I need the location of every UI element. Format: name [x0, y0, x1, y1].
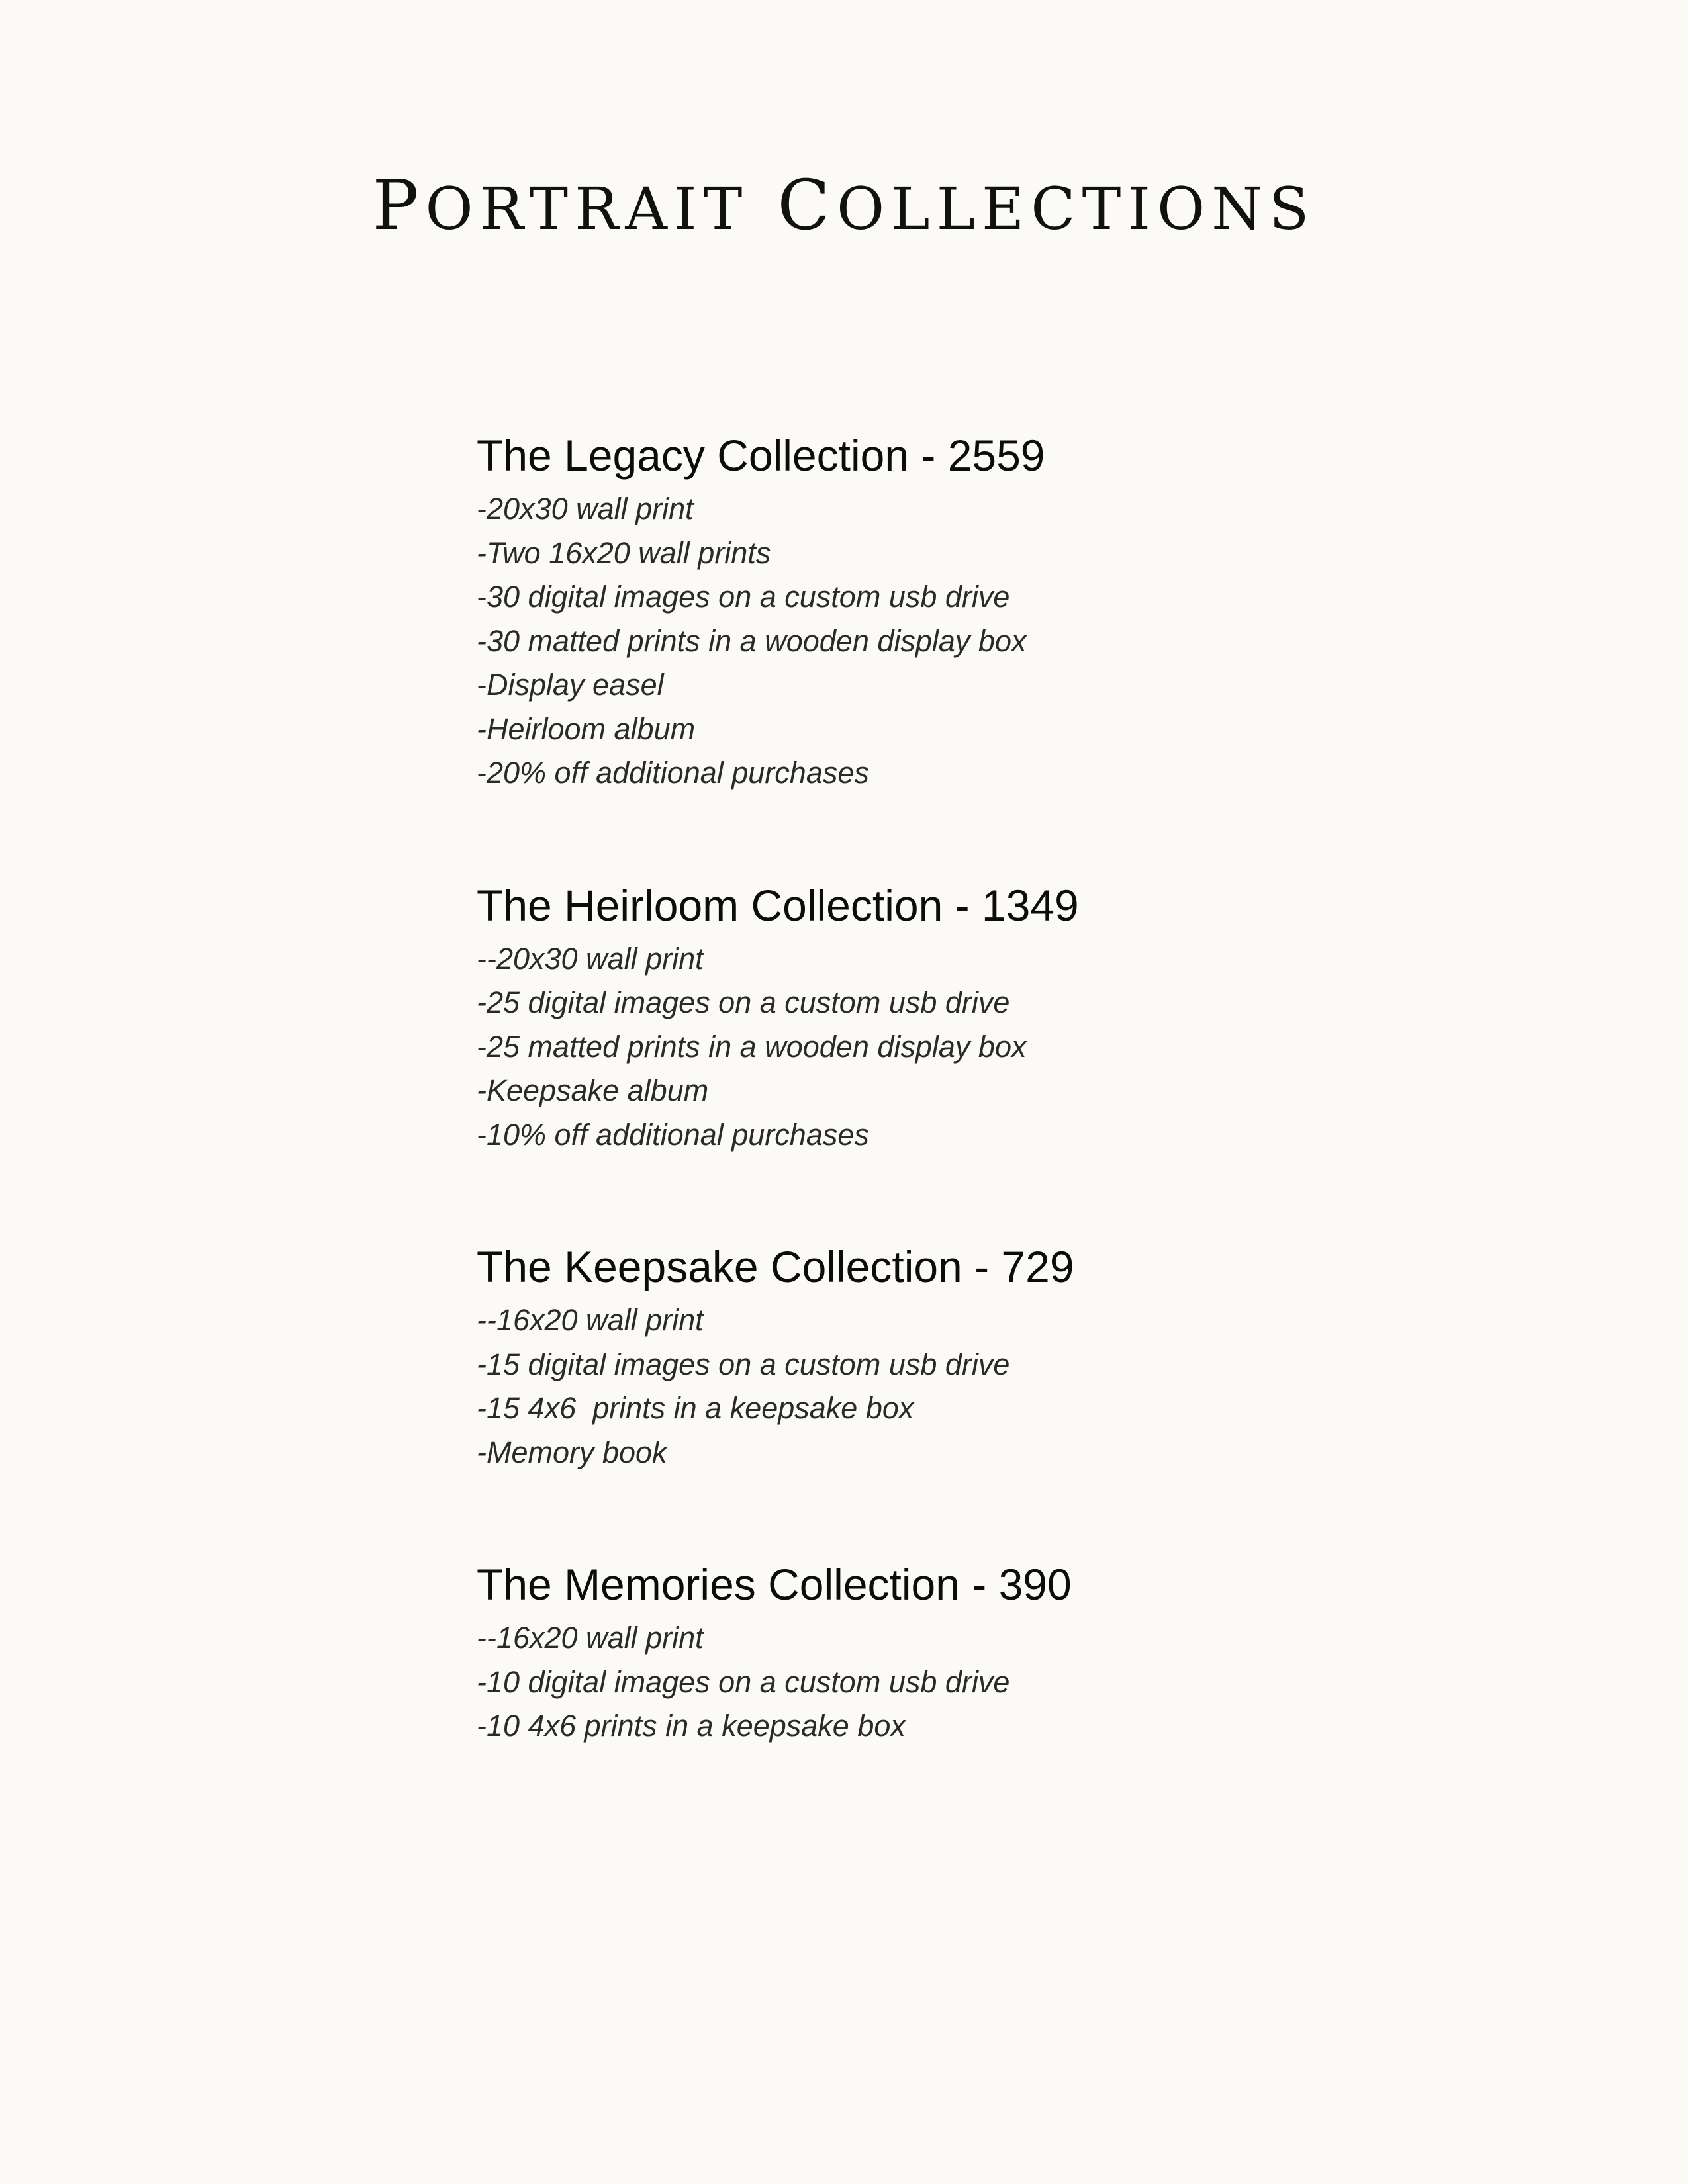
- list-item: -10% off additional purchases: [477, 1117, 869, 1152]
- list-item: -25 digital images on a custom usb drive: [477, 985, 1010, 1019]
- list-item: --20x30 wall print: [477, 941, 704, 976]
- page-title-initial-1: P: [372, 165, 426, 246]
- collection-heading: The Keepsake Collection - 729: [477, 1242, 1074, 1291]
- collection-legacy: [477, 424, 1536, 796]
- list-item: -20x30 wall print: [477, 492, 694, 525]
- list-item: -15 4x6 prints in a keepsake box: [477, 1391, 914, 1425]
- collection-heirloom: [477, 874, 1536, 1158]
- page-title: [0, 159, 1688, 255]
- list-item: -Heirloom album: [477, 711, 696, 746]
- list-item: -30 matted prints in a wooden display box: [477, 623, 1027, 658]
- list-item: -10 4x6 prints in a keepsake box: [477, 1709, 906, 1743]
- collection-items: [477, 1298, 1536, 1475]
- list-item: -30 digital images on a custom usb drive: [477, 580, 1010, 614]
- page-title-rest-1: ORTRAIT: [425, 175, 749, 243]
- collection-heading: The Heirloom Collection - 1349: [477, 880, 1079, 930]
- collection-heading: The Memories Collection - 390: [477, 1560, 1072, 1609]
- collection-items: [477, 487, 1536, 796]
- list-item: --16x20 wall print: [477, 1621, 704, 1655]
- list-item: -Memory book: [477, 1435, 667, 1469]
- list-item: -Two 16x20 wall prints: [477, 535, 771, 570]
- list-item: -10 digital images on a custom usb drive: [477, 1664, 1010, 1699]
- list-item: -15 digital images on a custom usb drive: [477, 1347, 1010, 1381]
- collection-items: [477, 937, 1536, 1158]
- page-title-initial-2: C: [777, 165, 837, 246]
- list-item: -Keepsake album: [477, 1073, 709, 1107]
- collection-heading: The Legacy Collection - 2559: [477, 431, 1045, 480]
- list-item: --16x20 wall print: [477, 1303, 704, 1337]
- list-item: -Display easel: [477, 668, 664, 702]
- collection-memories: [477, 1553, 1536, 1749]
- list-item: -20% off additional purchases: [477, 756, 869, 790]
- collection-keepsake: [477, 1235, 1536, 1475]
- collection-items: [477, 1616, 1536, 1749]
- page-title-rest-2: OLLECTIONS: [836, 175, 1316, 243]
- collections-list: [477, 424, 1536, 1827]
- list-item: -25 matted prints in a wooden display box: [477, 1029, 1027, 1064]
